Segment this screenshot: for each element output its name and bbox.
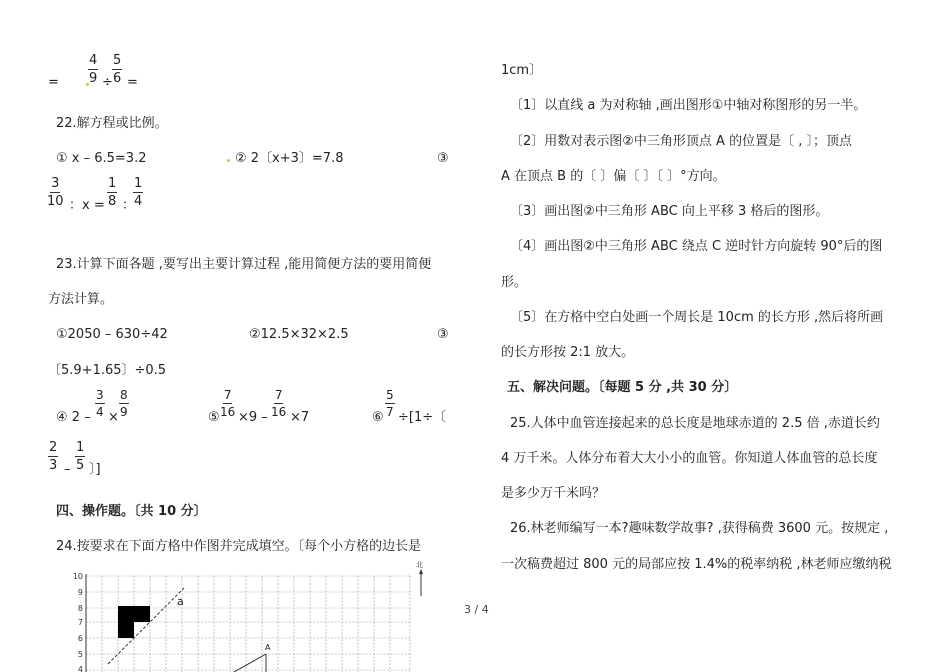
q23-item-5-mid: ×9 – <box>238 410 268 425</box>
q25-line-3: 是多少万千米吗？ <box>501 486 606 501</box>
q22-title: 22.解方程或比例。 <box>56 116 168 131</box>
north-label: 北 <box>416 561 423 569</box>
q23-item-4-prefix: ④ 2 – <box>56 410 91 425</box>
fraction-seven-sixteenths: $\frac{7}{16}$ <box>220 388 236 419</box>
point-label-a: A <box>265 643 271 652</box>
q23-item-6-post: ÷[1÷〔 <box>398 410 447 425</box>
fraction-three-quarters: $\frac{3}{4}$ <box>96 388 104 419</box>
q25-line-1: 25.人体中血管连接起来的总长度是地球赤道的 2.5 倍 ,赤道长约 <box>510 416 880 431</box>
y-label: 5 <box>77 650 83 659</box>
equals-sign: = <box>48 75 59 90</box>
q26-line-1: 26.林老师编写一本?趣味数学故事? ,获得稿费 3600 元。按规定 , <box>510 521 889 536</box>
q23-item-6-close: 〕] <box>89 462 101 477</box>
fraction-four-ninths: $\frac{4}{9}$ <box>89 53 98 86</box>
fraction-three-tenths: $\frac{3}{10}$ <box>47 176 64 209</box>
figure-1-black-shape <box>118 606 150 638</box>
y-label: 6 <box>77 634 83 643</box>
q24-item-2-line-2: A 在顶点 B 的〔 〕偏〔 〕〔 〕°方向。 <box>501 169 726 184</box>
q23-line-1: 23.计算下面各题 ,要写出主要计算过程 ,能用简便方法的要用简便 <box>56 257 432 272</box>
marker-dot <box>227 159 230 162</box>
q22-item-1: ① x – 6.5=3.2 <box>56 151 147 166</box>
fraction-two-thirds: $\frac{2}{3}$ <box>49 440 58 473</box>
q24-item-4-line-1: 〔4〕画出图②中三角形 ABC 绕点 C 逆时针方向旋转 90°后的图 <box>510 239 883 254</box>
ratio-colon: ： <box>122 198 136 213</box>
q24-line-1: 24.按要求在下面方格中作图并完成填空。〔每个小方格的边长是 <box>56 539 422 554</box>
page-number: 3 / 4 <box>464 603 489 616</box>
q23-item-6-prefix: ⑥ <box>372 410 384 425</box>
section-5-title: 五、解决问题。〔每题 5 分 ,共 30 分〕 <box>507 380 738 395</box>
q22-item-3-mark: ③ <box>437 151 449 166</box>
q26-line-2: 一次稿费超过 800 元的局部应按 1.4%的税率纳税 ,林老师应缴纳税 <box>501 557 892 572</box>
q23-item-5-prefix: ⑤ <box>208 410 220 425</box>
q23-line-2: 方法计算。 <box>48 292 114 307</box>
fraction-one-quarter: $\frac{1}{4}$ <box>134 176 143 209</box>
q23-item-2: ②12.5×32×2.5 <box>249 327 349 342</box>
y-label: 9 <box>77 588 83 597</box>
equals-sign-2: = <box>127 75 138 90</box>
grid-figure <box>64 556 440 672</box>
minus-sign: – <box>64 462 71 477</box>
q23-item-3: 〔5.9+1.65〕÷0.5 <box>48 363 167 378</box>
fraction-eight-ninths: $\frac{8}{9}$ <box>120 388 128 419</box>
divide-sign: ÷ <box>102 75 113 90</box>
fraction-one-fifth: $\frac{1}{5}$ <box>76 440 85 473</box>
fraction-five-sevenths: $\frac{5}{7}$ <box>386 388 394 419</box>
q23-item-1: ①2050 – 630÷42 <box>56 327 168 342</box>
fraction-one-eighth: $\frac{1}{8}$ <box>108 176 117 209</box>
q24-item-1: 〔1〕以直线 a 为对称轴 ,画出图形①中轴对称图形的另一半。 <box>510 98 867 113</box>
q24-item-5-line-2: 的长方形按 2:1 放大。 <box>501 345 635 360</box>
q24-item-2-line-1: 〔2〕用数对表示图②中三角形顶点 A 的位置是〔 , 〕；顶点 <box>510 134 852 149</box>
fraction-seven-sixteenths-2: $\frac{7}{16}$ <box>271 388 287 419</box>
q24-item-3: 〔3〕画出图②中三角形 ABC 向上平移 3 格后的图形。 <box>510 204 829 219</box>
y-label: 8 <box>77 604 83 613</box>
triangle-side <box>234 654 266 672</box>
q22-item-3-mid: ：x = <box>69 198 105 213</box>
q23-item-5-post: ×7 <box>290 410 310 425</box>
q22-item-2: ② 2〔x+3〕=7.8 <box>235 151 344 166</box>
q24-item-4-line-2: 形。 <box>501 275 528 290</box>
q24-line-2: 1cm〕 <box>501 63 543 78</box>
axis-label-a: a <box>177 595 184 608</box>
y-label: 4 <box>77 665 83 672</box>
q23-item-3-mark: ③ <box>437 327 449 342</box>
fraction-five-sixths: $\frac{5}{6}$ <box>113 53 122 86</box>
north-arrow-head-icon <box>419 569 423 574</box>
times-sign: × <box>108 410 119 425</box>
q24-item-5-line-1: 〔5〕在方格中空白处画一个周长是 10cm 的长方形 ,然后将所画 <box>510 310 884 325</box>
q25-line-2: 4 万千米。人体分布着大大小小的血管。你知道人体血管的总长度 <box>501 451 878 466</box>
y-label: 10 <box>72 572 83 581</box>
section-4-title: 四、操作题。〔共 10 分〕 <box>56 504 207 519</box>
y-label: 7 <box>77 618 83 627</box>
